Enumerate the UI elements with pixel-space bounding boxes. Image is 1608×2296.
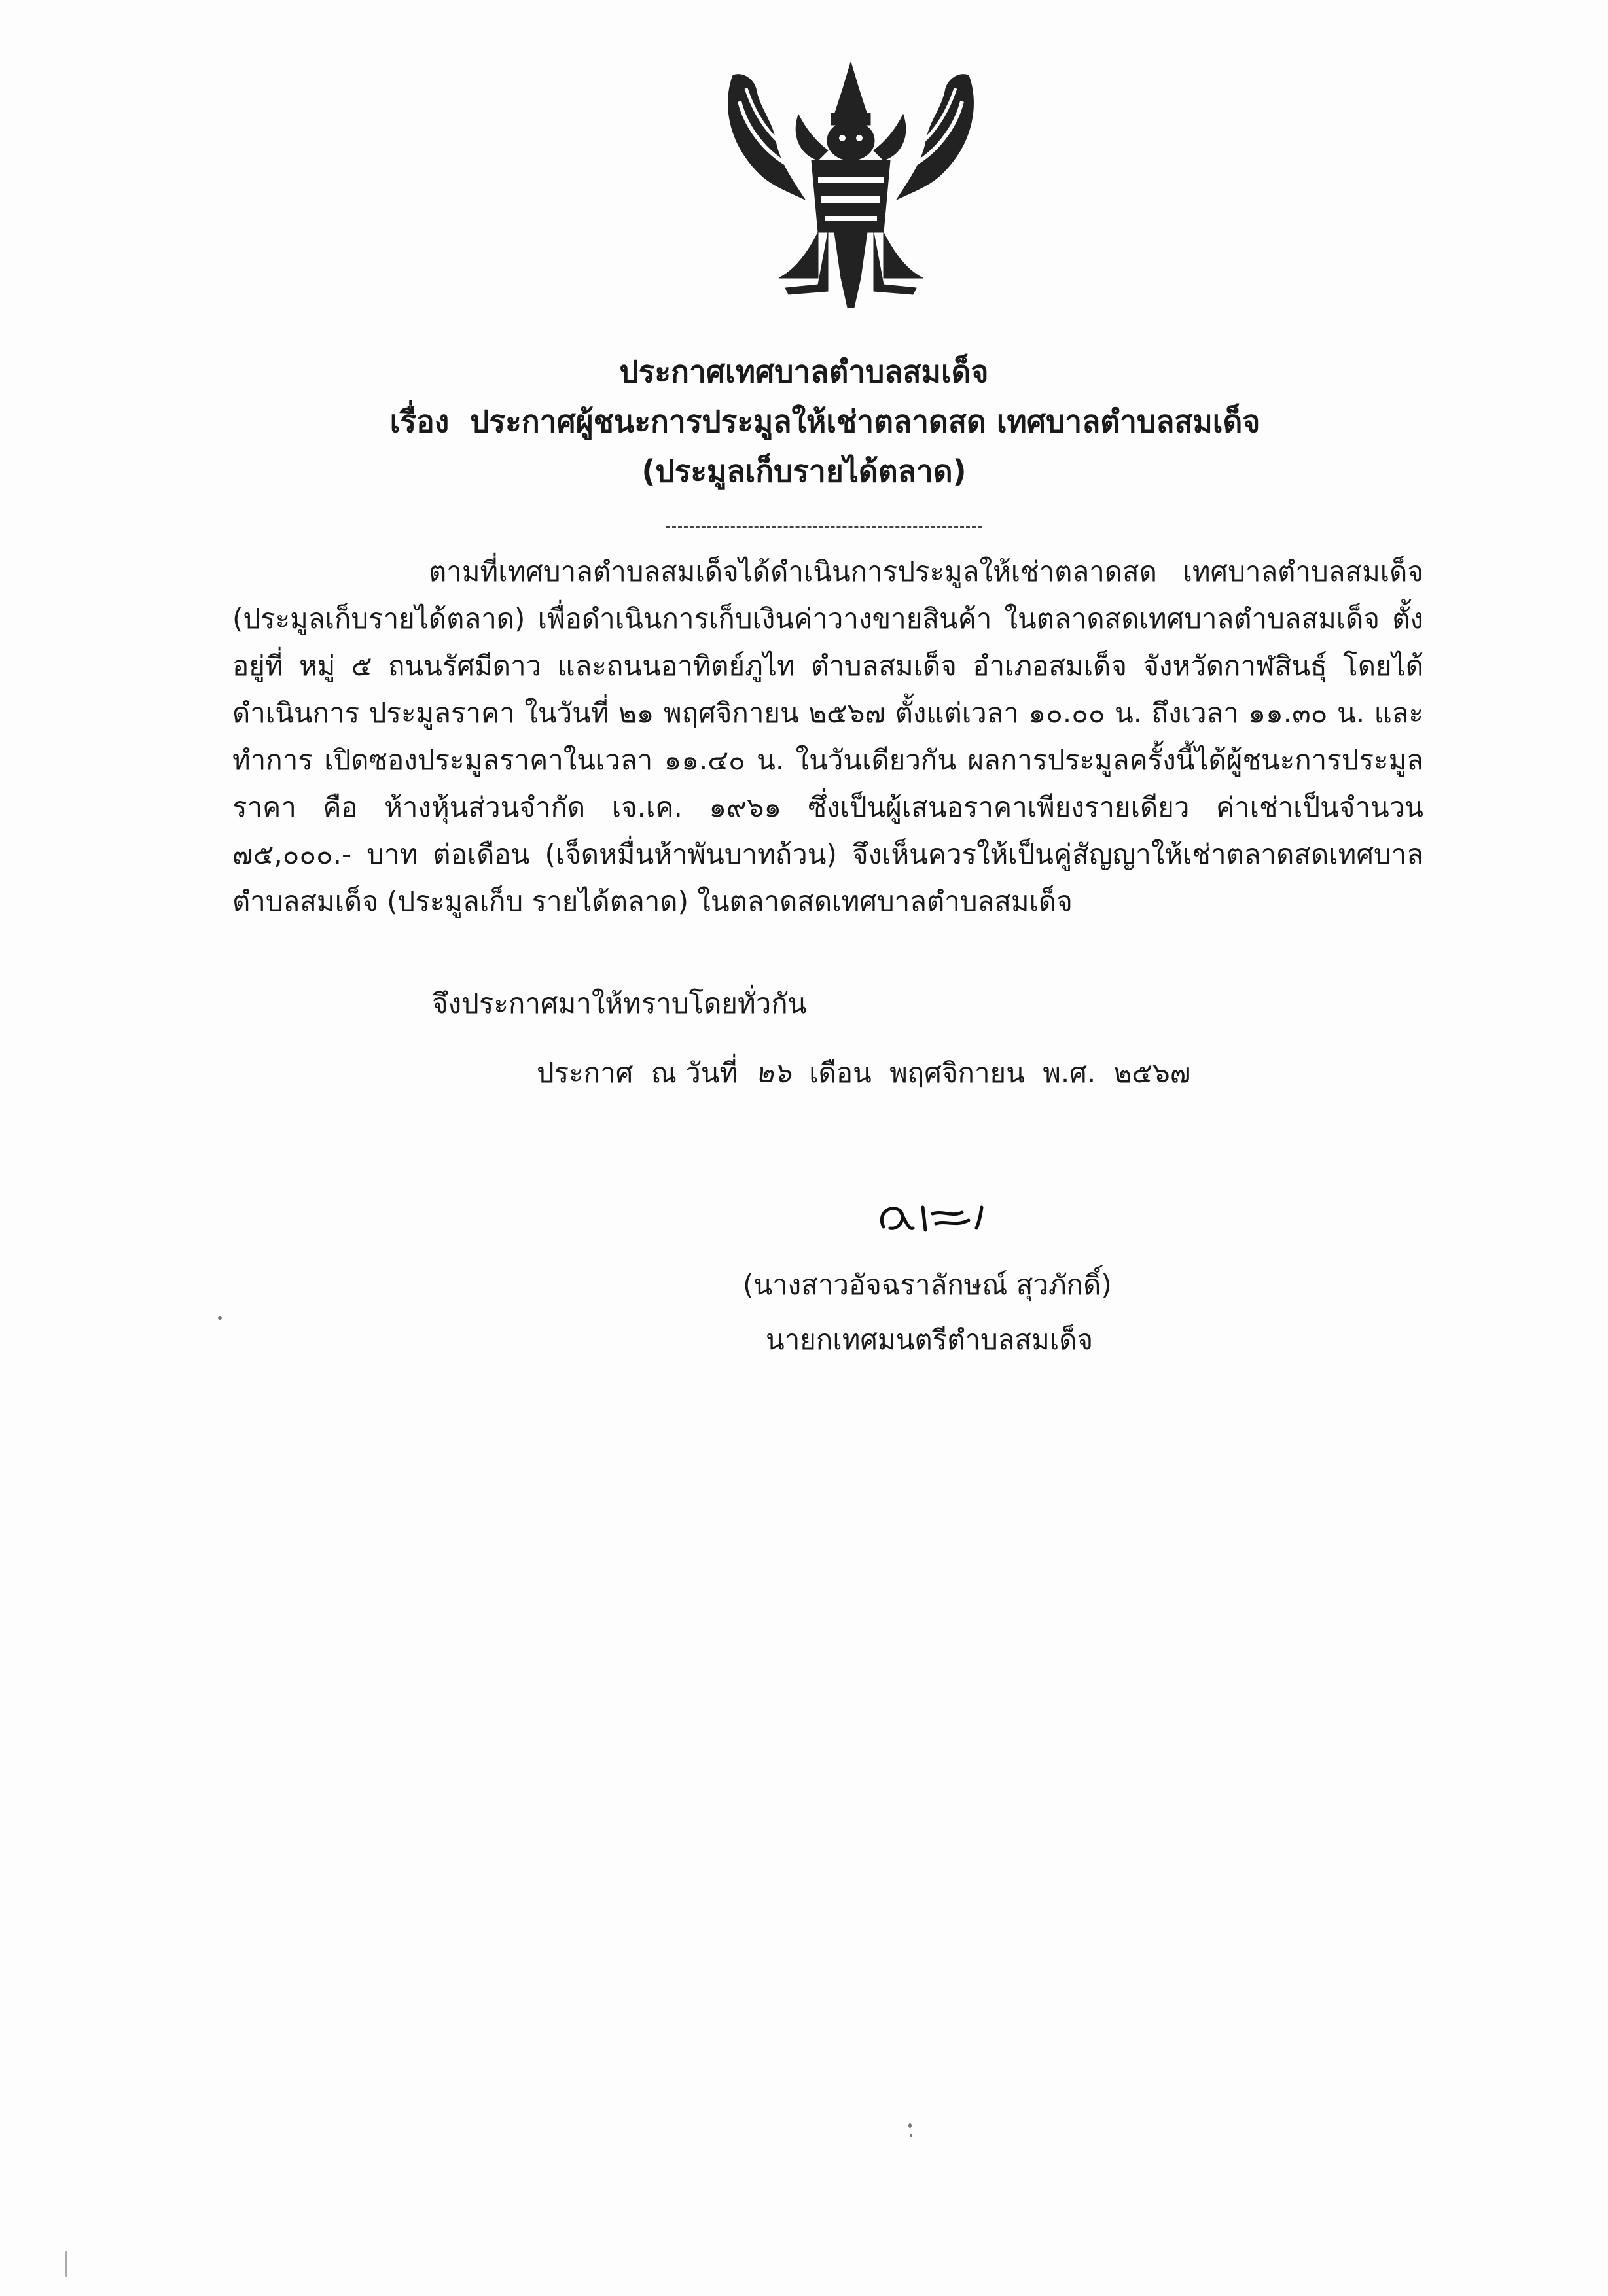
announcement-subtitle: (ประมูลเก็บรายได้ตลาด) — [641, 453, 967, 489]
body-paragraph — [232, 548, 1423, 925]
closing-line: จึงประกาศมาให้ทราบโดยทั่วกัน — [432, 987, 807, 1019]
scan-speck — [218, 1316, 222, 1320]
scan-speck — [908, 2123, 912, 2128]
announcement-header — [0, 347, 1608, 496]
signer-name: (นางสาวอัจฉราลักษณ์ สุวภักดิ์) — [743, 1269, 1112, 1301]
date-year: ๒๕๖๗ — [1113, 1057, 1191, 1089]
date-year-label: พ.ศ. — [1043, 1057, 1096, 1089]
body-paragraph-text: ตามที่เทศบาลตำบลสมเด็จได้ดำเนินการประมูลให้เช่าตลาดสด เทศบาลตำบลสมเด็จ (ประมูลเก็บรายได้ตลาด) เพื่อดำเนินการเก็บเงินค่าวางขายสินค้า ในตลาดสดเทศบาลตำบลสมเด็จ ตั้งอยู่ที่ หมู่ ๕ ถนนรัศมีดาว และถนนอาทิตย์ภูไท ตำบลสมเด็จ อำเภอสมเด็จ จังหวัดกาฬสินธุ์ โดยได้ดำเนินการ ประมูลราคา ในวันที่ ๒๑ พฤศจิกายน ๒๕๖๗ ตั้งแต่เวลา ๑๐.๐๐ น. ถึงเวลา ๑๑.๓๐ น. และทำการ เปิดซองประมูลราคาในเวลา ๑๑.๔๐ น. ในวันเดียวกัน ผลการประมูลครั้งนี้ได้ผู้ชนะการประมูลราคา คือ ห้างหุ้นส่วนจำกัด เจ.เค. ๑๙๖๑ ซึ่งเป็นผู้เสนอราคาเพียงรายเดียว ค่าเช่าเป็นจำนวน ๗๕,๐๐๐.- บาท ต่อเดือน (เจ็ดหมื่นห้าพันบาทถ้วน) จึงเห็นควรให้เป็นคู่สัญญาให้เช่าตลาดสดเทศบาลตำบลสมเด็จ (ประมูลเก็บ รายได้ตลาด) ในตลาดสดเทศบาลตำบลสมเด็จ — [232, 556, 1423, 917]
garuda-emblem-icon — [720, 62, 982, 308]
subject-text: ประกาศผู้ชนะการประมูลให้เช่าตลาดสด เทศบาลตำบลสมเด็จ — [470, 404, 1260, 439]
date-month: พฤศจิกายน — [889, 1057, 1025, 1089]
date-prefix: ประกาศ — [537, 1057, 634, 1089]
scan-speck — [65, 2251, 67, 2277]
date-day: ๒๖ — [755, 1057, 791, 1089]
announcement-title: ประกาศเทศบาลตำบลสมเด็จ — [619, 354, 989, 389]
date-month-label: เดือน — [809, 1057, 872, 1089]
handwritten-signature-icon — [870, 1188, 1001, 1246]
scan-speck — [910, 2134, 912, 2137]
announcement-subject — [21, 397, 1608, 446]
signer-position: นายกเทศมนตรีตำบลสมเด็จ — [766, 1324, 1094, 1356]
title-divider — [666, 526, 982, 528]
subject-label: เรื่อง — [389, 404, 450, 439]
announcement-date — [537, 1050, 1200, 1097]
date-on-label: ณ วันที่ — [651, 1057, 738, 1089]
